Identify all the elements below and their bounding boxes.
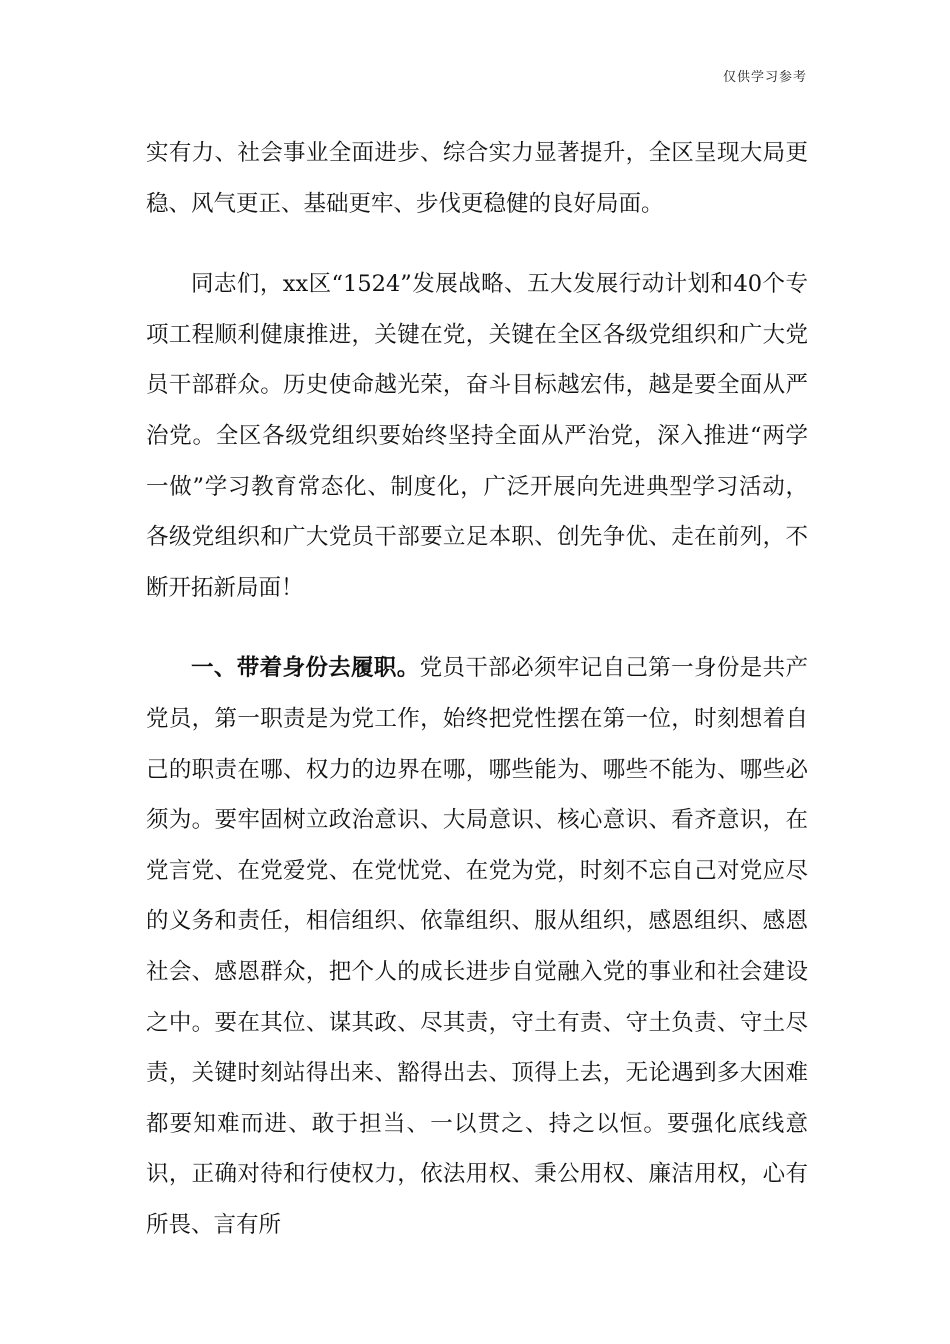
paragraph-section-one [146,643,808,1250]
paragraph-comrades: 同志们，xx区“1524”发展战略、五大发展行动计划和40个专项工程顺利健康推进，关键在党，关键在全区各级党组织和广大党员干部群众。历史使命越光荣，奋斗目标越宏伟，越是要全面从严治党。全区各级党组织要始终坚持全面从严治党，深入推进“两学一做”学习教育常态化、制度化，广泛开展向先进典型学习活动，各级党组织和广大党员干部要立足本职、创先争优、走在前列，不断开拓新局面！ [146,271,808,601]
paragraph-gap [146,613,808,643]
section-heading: 一、带着身份去履职。 [191,655,420,682]
section-body: 党员干部必须牢记自己第一身份是共产党员，第一职责是为党工作，始终把党性摆在第一位，时刻想着自己的职责在哪、权力的边界在哪，哪些能为、哪些不能为、哪些必须为。要牢固树立政治意识、大局意识、核心意识、看齐意识，在党言党、在党爱党、在党忧党、在党为党，时刻不忘自己对党应尽的义务和责任，相信组织、依靠组织、服从组织，感恩组织、感恩社会、感恩群众，把个人的成长进步自觉融入党的事业和社会建设之中。要在其位、谋其政、尽其责，守土有责、守土负责、守土尽责，关键时刻站得出来、豁得出去、顶得上去，无论遇到多大困难都要知难而进、敢于担当、一以贯之、持之以恒。要强化底线意识，正确对待和行使权力，依法用权、秉公用权、廉洁用权，心有所畏、言有所 [146,655,808,1238]
header-note: 仅供学习参考 [722,70,807,85]
document-body [146,128,808,1250]
paragraph-continuation: 实有力、社会事业全面进步、综合实力显著提升，全区呈现大局更稳、风气更正、基础更牢、步伐更稳健的良好局面。 [146,140,808,217]
paragraph-gap [146,229,808,259]
